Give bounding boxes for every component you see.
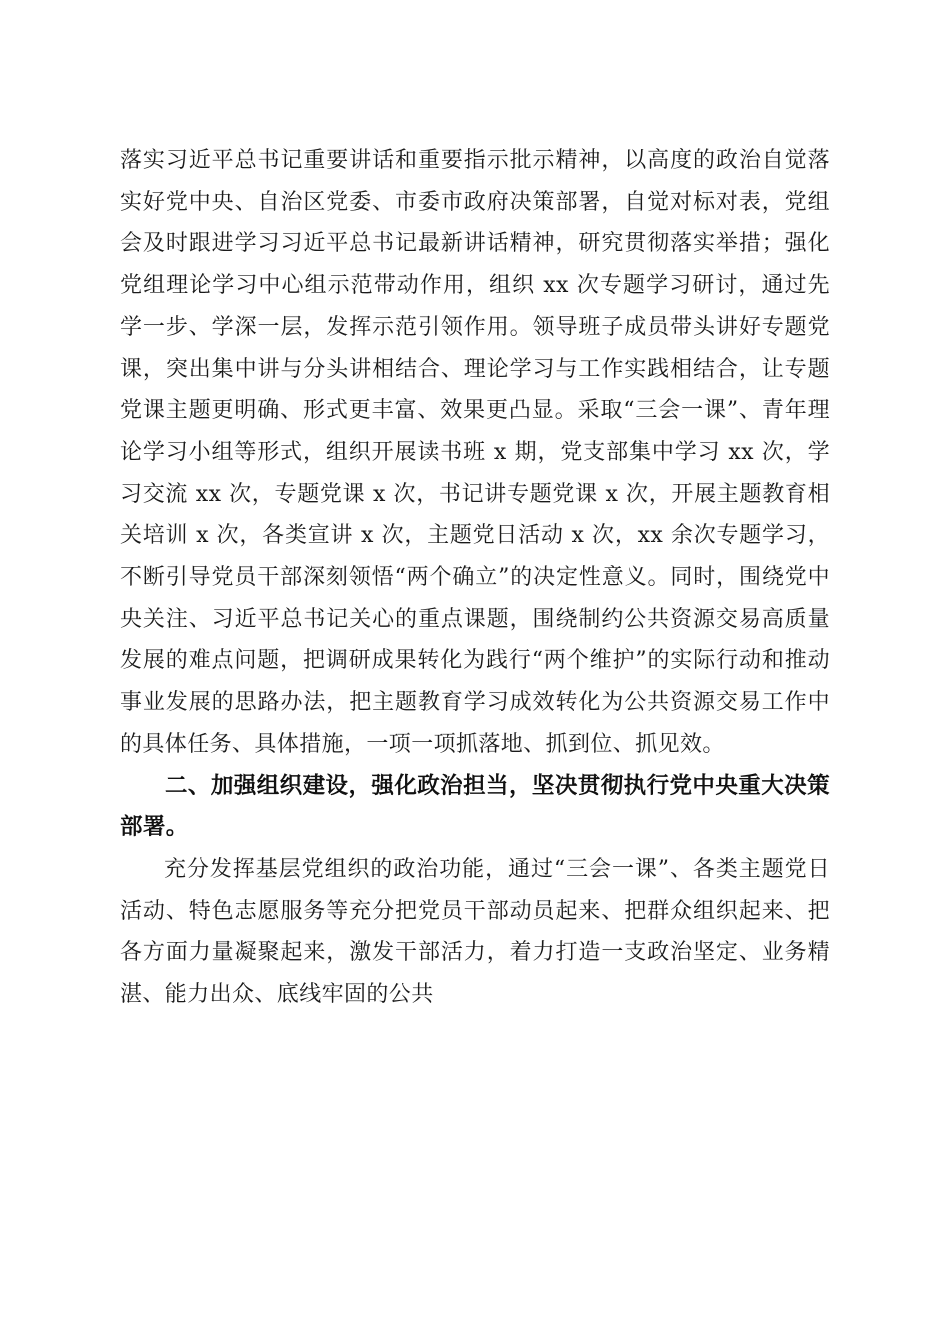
body-paragraph-section-2: 充分发挥基层党组织的政治功能，通过“三会一课”、各类主题党日活动、特色志愿服务等充分把党员干部动员起来、把群众组织起来、把各方面力量凝聚起来，激发干部活力，着力打造一支政治坚定、业务精湛、能力出众、底线牢固的公共 <box>120 856 830 1008</box>
document-body <box>120 140 830 1016</box>
body-paragraph-continued: 落实习近平总书记重要讲话和重要指示批示精神，以高度的政治自觉落实好党中央、自治区党委、市委市政府决策部署，自觉对标对表，党组会及时跟进学习习近平总书记最新讲话精神，研究贯彻落实举措；强化党组理论学习中心组示范带动作用，组织 xx 次专题学习研讨，通过先学一步、学深一层，发挥示范引领作用。领导班子成员带头讲好专题党课，突出集中讲与分头讲相结合、理论学习与工作实践相结合，让专题党课主题更明确、形式更丰富、效果更凸显。采取“三会一课”、青年理论学习小组等形式，组织开展读书班 x 期，党支部集中学习 xx 次，学习交流 xx 次，专题党课 x 次，书记讲专题党课 x 次，开展主题教育相关培训 x 次，各类宣讲 x 次，主题党日活动 x 次，xx 余次专题学习，不断引导党员干部深刻领悟“两个确立”的决定性意义。同时，围绕党中央关注、习近平总书记关心的重点课题，围绕制约公共资源交易高质量发展的难点问题，把调研成果转化为践行“两个维护”的实际行动和推动事业发展的思路办法，把主题教育学习成效转化为公共资源交易工作中的具体任务、具体措施，一项一项抓落地、抓到位、抓见效。 <box>120 148 830 757</box>
section-heading-2: 二、加强组织建设，强化政治担当，坚决贯彻执行党中央重大决策部署。 <box>120 772 830 841</box>
